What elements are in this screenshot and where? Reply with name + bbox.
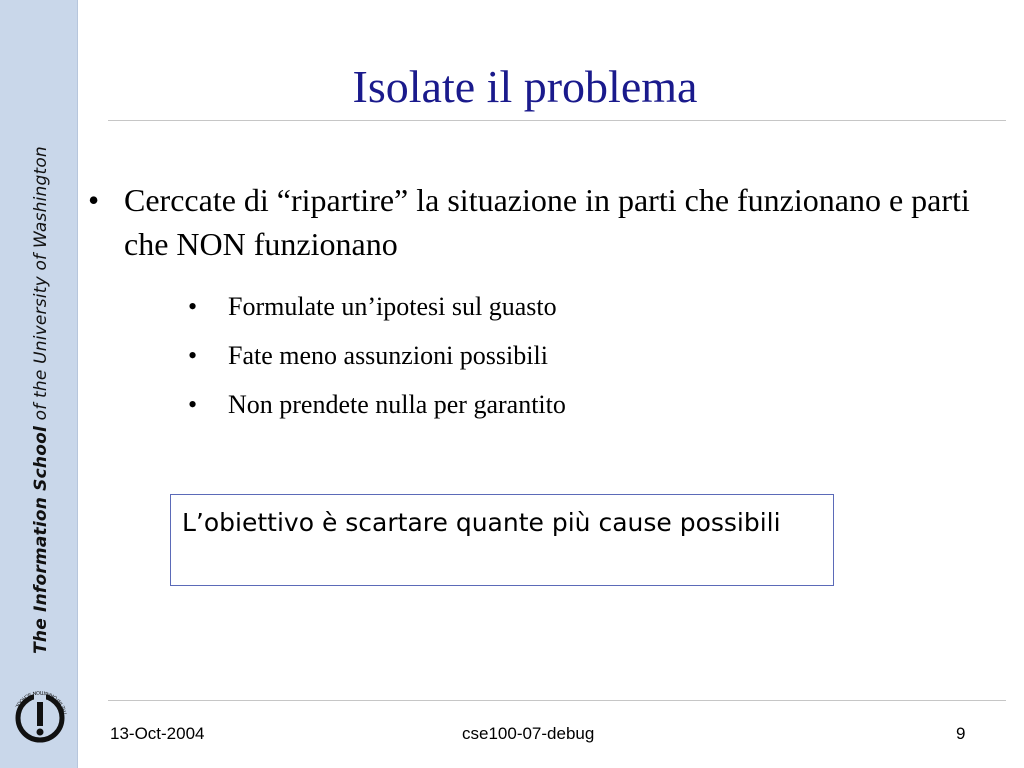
school-name-bold: The Information School (31, 426, 51, 654)
footer-course: cse100-07-debug (462, 724, 595, 743)
bullet-icon: • (188, 341, 198, 370)
note-box (170, 494, 834, 586)
sub-bullet-text: Formulate un’ipotesi sul guasto (228, 292, 557, 321)
sub-bullet-text: Non prendete nulla per garantito (228, 390, 566, 419)
bullet-icon: • (88, 182, 100, 218)
school-name-rest: of the University of Washington (31, 146, 51, 421)
sidebar (0, 0, 78, 768)
sub-bullet (188, 292, 557, 322)
bullet-icon: • (188, 292, 198, 321)
footer-date: 13-Oct-2004 (110, 724, 205, 743)
school-name (31, 146, 51, 654)
sub-bullet (188, 390, 566, 420)
title-divider (108, 120, 1006, 121)
ischool-logo-icon (8, 686, 72, 750)
footer-divider (108, 700, 1006, 701)
slide-title: Isolate il problema (352, 61, 698, 112)
sub-bullet-text: Fate meno assunzioni possibili (228, 341, 548, 370)
note-text: L’obiettivo è scartare quante più cause possibili (182, 508, 781, 537)
main-bullet-text: Cerccate di “ripartire” la situazione in parti che funzionano e parti che NON funzionano (124, 182, 970, 262)
page-number: 9 (956, 724, 966, 743)
sub-bullet (188, 341, 548, 371)
logo-ring-text: THE INFORMATION SCHOOL (13, 688, 69, 716)
bullet-icon: • (188, 390, 198, 419)
